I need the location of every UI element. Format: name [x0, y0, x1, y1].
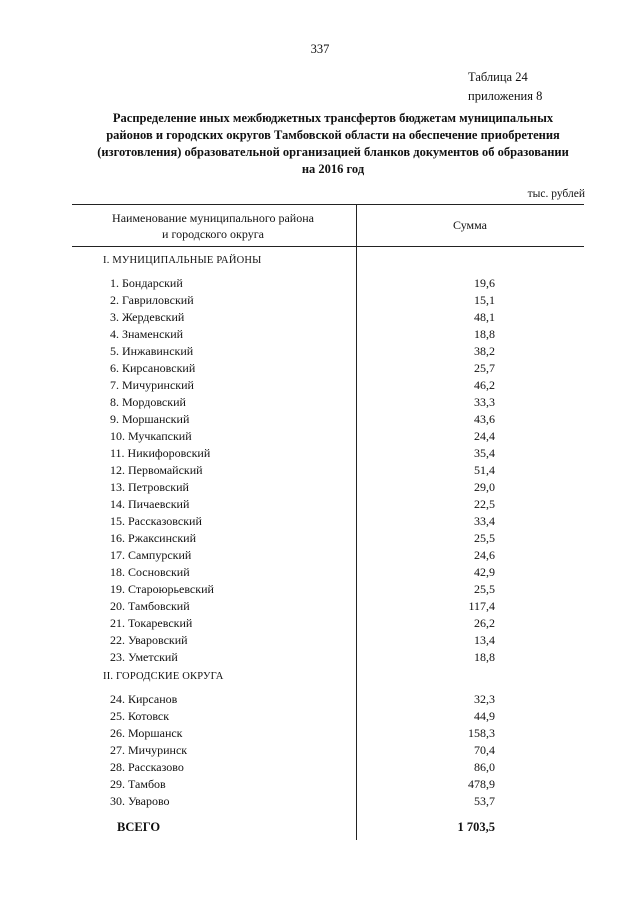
- table-row: [0, 726, 640, 743]
- title-line: Распределение иных межбюджетных трансфертов бюджетам муниципальных: [112, 111, 554, 125]
- table-row: [0, 344, 640, 361]
- row-name: 14. Пичаевский: [110, 497, 190, 511]
- row-value: 19,6: [474, 276, 495, 290]
- table-row: [0, 378, 640, 395]
- table-row: [0, 616, 640, 633]
- row-value: 25,5: [474, 531, 495, 545]
- table-row: [0, 514, 640, 531]
- row-name: 16. Ржаксинский: [110, 531, 196, 545]
- section-title-city-districts: II. ГОРОДСКИЕ ОКРУГА: [103, 671, 224, 682]
- row-name: 18. Сосновский: [110, 565, 190, 579]
- row-value: 24,6: [474, 548, 495, 562]
- row-name: 21. Токаревский: [110, 616, 193, 630]
- appendix-label: приложения 8: [468, 89, 543, 103]
- title-line: (изготовления) образовательной организацией бланков документов об образовании: [97, 145, 569, 159]
- table-row: [0, 709, 640, 726]
- column-header-name: [72, 210, 354, 242]
- row-value: 35,4: [474, 446, 495, 460]
- row-name: 24. Кирсанов: [110, 692, 178, 706]
- row-name: 3. Жердевский: [110, 310, 185, 324]
- table-row: [0, 565, 640, 582]
- row-name: 28. Рассказово: [110, 760, 184, 774]
- row-value: 44,9: [474, 709, 495, 723]
- row-value: 48,1: [474, 310, 495, 324]
- row-name: 17. Сампурский: [110, 548, 192, 562]
- table-row: [0, 293, 640, 310]
- row-name: 9. Моршанский: [110, 412, 190, 426]
- row-value: 46,2: [474, 378, 495, 392]
- title-line: на 2016 год: [301, 162, 365, 176]
- row-value: 15,1: [474, 293, 495, 307]
- table-row: [0, 276, 640, 293]
- row-value: 13,4: [474, 633, 495, 647]
- row-name: 27. Мичуринск: [110, 743, 188, 757]
- row-name: 10. Мучкапский: [110, 429, 192, 443]
- column-header-sum: Сумма: [453, 218, 487, 232]
- row-value: 33,3: [474, 395, 495, 409]
- row-value: 53,7: [474, 794, 495, 808]
- row-name: 2. Гавриловский: [110, 293, 194, 307]
- table-row: [0, 327, 640, 344]
- row-value: 43,6: [474, 412, 495, 426]
- table-row: [0, 412, 640, 429]
- table-row: [0, 777, 640, 794]
- row-name: 20. Тамбовский: [110, 599, 190, 613]
- row-value: 70,4: [474, 743, 495, 757]
- table-row: [0, 446, 640, 463]
- table-row: [0, 497, 640, 514]
- row-value: 42,9: [474, 565, 495, 579]
- row-name: 11. Никифоровский: [110, 446, 211, 460]
- table-row: [0, 429, 640, 446]
- row-value: 51,4: [474, 463, 495, 477]
- row-value: 38,2: [474, 344, 495, 358]
- page-number: 337: [310, 42, 330, 56]
- row-name: 29. Тамбов: [110, 777, 166, 791]
- row-value: 25,7: [474, 361, 495, 375]
- row-name: 5. Инжавинский: [110, 344, 194, 358]
- table-label: Таблица 24: [468, 70, 528, 84]
- row-name: 22. Уваровский: [110, 633, 188, 647]
- table-row: [0, 531, 640, 548]
- table-row: [0, 361, 640, 378]
- table-row: [0, 480, 640, 497]
- column-header-line: Наименование муниципального района: [112, 211, 314, 225]
- column-header-line: и городского округа: [162, 227, 264, 241]
- table-row: [0, 395, 640, 412]
- table-header-rule: [72, 246, 584, 247]
- row-name: 7. Мичуринский: [110, 378, 194, 392]
- row-name: 23. Уметский: [110, 650, 178, 664]
- row-name: 19. Староюрьевский: [110, 582, 214, 596]
- title-line: районов и городских округов Тамбовской области на обеспечение приобретения: [106, 128, 560, 142]
- row-name: 13. Петровский: [110, 480, 189, 494]
- row-value: 86,0: [474, 760, 495, 774]
- table-row: [0, 599, 640, 616]
- row-name: 15. Рассказовский: [110, 514, 202, 528]
- table-row: [0, 760, 640, 777]
- row-name: 1. Бондарский: [110, 276, 183, 290]
- row-value: 24,4: [474, 429, 495, 443]
- row-name: 30. Уварово: [110, 794, 170, 808]
- table-row: [0, 548, 640, 565]
- row-name: 8. Мордовский: [110, 395, 186, 409]
- row-name: 6. Кирсановский: [110, 361, 196, 375]
- row-value: 18,8: [474, 650, 495, 664]
- total-label: ВСЕГО: [117, 820, 161, 834]
- row-value: 478,9: [468, 777, 495, 791]
- table-row: [0, 463, 640, 480]
- row-value: 29,0: [474, 480, 495, 494]
- table-top-rule: [72, 204, 584, 205]
- row-value: 32,3: [474, 692, 495, 706]
- row-value: 33,4: [474, 514, 495, 528]
- row-name: 26. Моршанск: [110, 726, 183, 740]
- section-title-districts: I. МУНИЦИПАЛЬНЫЕ РАЙОНЫ: [103, 255, 262, 266]
- document-title: [70, 110, 596, 178]
- row-value: 25,5: [474, 582, 495, 596]
- row-value: 26,2: [474, 616, 495, 630]
- row-value: 18,8: [474, 327, 495, 341]
- unit-label: тыс. рублей: [527, 188, 585, 200]
- table-row: [0, 633, 640, 650]
- row-name: 4. Знаменский: [110, 327, 184, 341]
- row-value: 117,4: [468, 599, 495, 613]
- table-row: [0, 692, 640, 709]
- table-row: [0, 743, 640, 760]
- row-name: 12. Первомайский: [110, 463, 203, 477]
- row-name: 25. Котовск: [110, 709, 170, 723]
- table-row: [0, 582, 640, 599]
- row-value: 158,3: [468, 726, 495, 740]
- row-value: 22,5: [474, 497, 495, 511]
- total-value: 1 703,5: [457, 820, 495, 834]
- table-row: [0, 650, 640, 667]
- table-row: [0, 310, 640, 327]
- table-row: [0, 794, 640, 811]
